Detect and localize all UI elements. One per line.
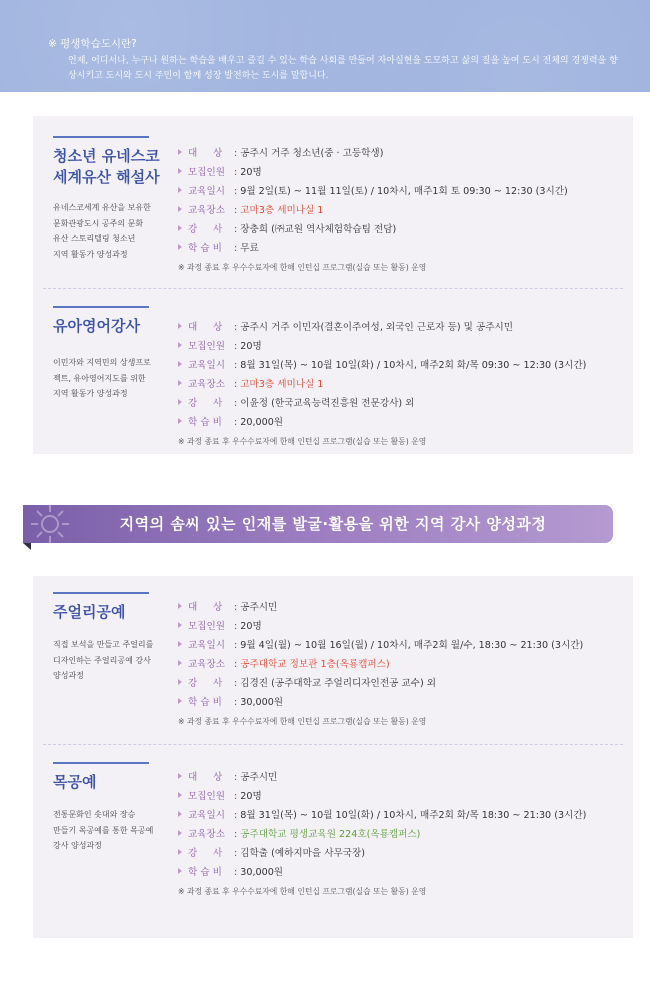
intro-band	[0, 0, 650, 92]
course-description: 유네스코세계 유산을 보유한 문화관광도시 공주의 문화 유산 스토리텔링 청소년 지역 활동가 양성과정	[53, 203, 151, 259]
detail-row-target: 대 상 : 공주시민	[178, 598, 628, 617]
course-header	[53, 136, 171, 262]
detail-row-schedule: 교육일시 : 9월 4일(월) ~ 10월 16일(월) / 10차시, 매주2회 월/수, 18:30 ~ 21:30 (3시간)	[178, 636, 628, 655]
detail-row-schedule: 교육일시 : 9월 2일(토) ~ 11월 11일(토) / 10차시, 매주1회 토 09:30 ~ 12:30 (3시간)	[178, 182, 628, 201]
bullet-arrow-icon	[178, 698, 182, 704]
course-title: 목공예	[53, 773, 97, 791]
bullet-arrow-icon	[178, 206, 182, 212]
course-header	[53, 592, 171, 684]
bullet-arrow-icon	[178, 187, 182, 193]
course-header	[53, 762, 171, 854]
bullet-arrow-icon	[178, 792, 182, 798]
bullet-arrow-icon	[178, 641, 182, 647]
detail-row-capacity: 모집인원 : 20명	[178, 617, 628, 636]
bullet-arrow-icon	[178, 811, 182, 817]
course-description: 전통문화인 솟대와 장승 만들기 목공예를 통한 목공예 강사 양성과정	[53, 810, 154, 850]
detail-row-venue: 교육장소 : 공주대학교 평생교육원 224호(옥룡캠퍼스)	[178, 825, 628, 844]
detail-row-fee: 학 습 비 : 무료	[178, 239, 628, 258]
detail-row-instructor: 강 사 : 김학출 (예하지마을 사무국장)	[178, 844, 628, 863]
divider	[43, 744, 623, 745]
detail-row-venue: 교육장소 : 고마3층 세미나실 1	[178, 201, 628, 220]
bullet-arrow-icon	[178, 342, 182, 348]
bullet-arrow-icon	[178, 225, 182, 231]
section-banner	[23, 505, 615, 551]
course-note: ※ 과정 종료 후 우수수료자에 한해 인턴십 프로그램(실습 또는 활동) 운영	[178, 717, 427, 726]
detail-row-instructor: 강 사 : 이윤정 (한국교육능력진흥원 전문강사) 외	[178, 394, 628, 413]
bullet-arrow-icon	[178, 361, 182, 367]
detail-row-venue: 교육장소 : 공주대학교 정보관 1층(옥룡캠퍼스)	[178, 655, 628, 674]
detail-row-instructor: 강 사 : 김경진 (공주대학교 주얼리디자인전공 교수) 외	[178, 674, 628, 693]
course-details	[178, 318, 628, 450]
course-description: 직접 보석을 만들고 주얼리를 디자인하는 주얼리공예 강사 양성과정	[53, 640, 154, 680]
title-bar	[53, 592, 149, 594]
course-panel-2	[33, 576, 633, 938]
course-details	[178, 598, 628, 730]
bullet-arrow-icon	[178, 418, 182, 424]
course-header	[53, 306, 171, 402]
bullet-arrow-icon	[178, 380, 182, 386]
bullet-arrow-icon	[178, 660, 182, 666]
detail-row-venue: 교육장소 : 고마3층 세미나실 1	[178, 375, 628, 394]
detail-row-fee: 학 습 비 : 30,000원	[178, 863, 628, 882]
title-bar	[53, 136, 149, 138]
bullet-arrow-icon	[178, 849, 182, 855]
detail-row-target: 대 상 : 공주시 거주 청소년(중 · 고등학생)	[178, 144, 628, 163]
detail-row-schedule: 교육일시 : 8월 31일(목) ~ 10월 10일(화) / 10차시, 매주2회 화/목 09:30 ~ 12:30 (3시간)	[178, 356, 628, 375]
bullet-arrow-icon	[178, 149, 182, 155]
bullet-arrow-icon	[178, 399, 182, 405]
course-details	[178, 144, 628, 276]
bullet-arrow-icon	[178, 323, 182, 329]
course-note: ※ 과정 종료 후 우수수료자에 한해 인턴십 프로그램(실습 또는 활동) 운영	[178, 437, 427, 446]
bullet-arrow-icon	[178, 244, 182, 250]
detail-row-instructor: 강 사 : 장충희 (㈜교원 역사체험학습팀 전담)	[178, 220, 628, 239]
detail-row-fee: 학 습 비 : 20,000원	[178, 413, 628, 432]
detail-row-target: 대 상 : 공주시민	[178, 768, 628, 787]
intro-description: 언제, 어디서나, 누구나 원하는 학습을 배우고 즐길 수 있는 학습 사회를 만들어 자아실현을 도모하고 삶의 질을 높여 도시 전체의 경쟁력을 향상시키고 도시와 도시 주민이 함께 성장 발전하는 도시를 말합니다.	[68, 56, 618, 81]
banner-text: 지역의 솜씨 있는 인재를 발굴·활용을 위한 지역 강사 양성과정	[119, 515, 547, 533]
bullet-arrow-icon	[178, 168, 182, 174]
course-title: 주얼리공예	[53, 603, 126, 621]
bullet-arrow-icon	[178, 622, 182, 628]
detail-row-capacity: 모집인원 : 20명	[178, 787, 628, 806]
course-title: 청소년 유네스코 세계유산 해설사	[53, 147, 160, 186]
bullet-arrow-icon	[178, 868, 182, 874]
bullet-arrow-icon	[178, 679, 182, 685]
bullet-arrow-icon	[178, 773, 182, 779]
course-description: 이민자와 지역민의 상생프로 젝트, 유아영어지도를 위한 지역 활동가 양성과정	[53, 358, 151, 398]
detail-row-fee: 학 습 비 : 30,000원	[178, 693, 628, 712]
course-title: 유아영어강사	[53, 317, 140, 335]
course-note: ※ 과정 종료 후 우수수료자에 한해 인턴십 프로그램(실습 또는 활동) 운영	[178, 263, 427, 272]
bullet-arrow-icon	[178, 830, 182, 836]
detail-row-capacity: 모집인원 : 20명	[178, 337, 628, 356]
divider	[43, 288, 623, 289]
detail-row-schedule: 교육일시 : 8월 31일(목) ~ 10월 10일(화) / 10차시, 매주2회 화/목 18:30 ~ 21:30 (3시간)	[178, 806, 628, 825]
banner-bar	[23, 505, 613, 543]
banner-fold	[23, 543, 31, 550]
intro-title: ※ 평생학습도시란?	[48, 38, 137, 50]
detail-row-capacity: 모집인원 : 20명	[178, 163, 628, 182]
course-details	[178, 768, 628, 900]
detail-row-target: 대 상 : 공주시 거주 이민자(결혼이주여성, 외국인 근로자 등) 및 공주시민	[178, 318, 628, 337]
title-bar	[53, 762, 149, 764]
bullet-arrow-icon	[178, 603, 182, 609]
course-note: ※ 과정 종료 후 우수수료자에 한해 인턴십 프로그램(실습 또는 활동) 운영	[178, 887, 427, 896]
course-panel-1	[33, 116, 633, 454]
title-bar	[53, 306, 149, 308]
